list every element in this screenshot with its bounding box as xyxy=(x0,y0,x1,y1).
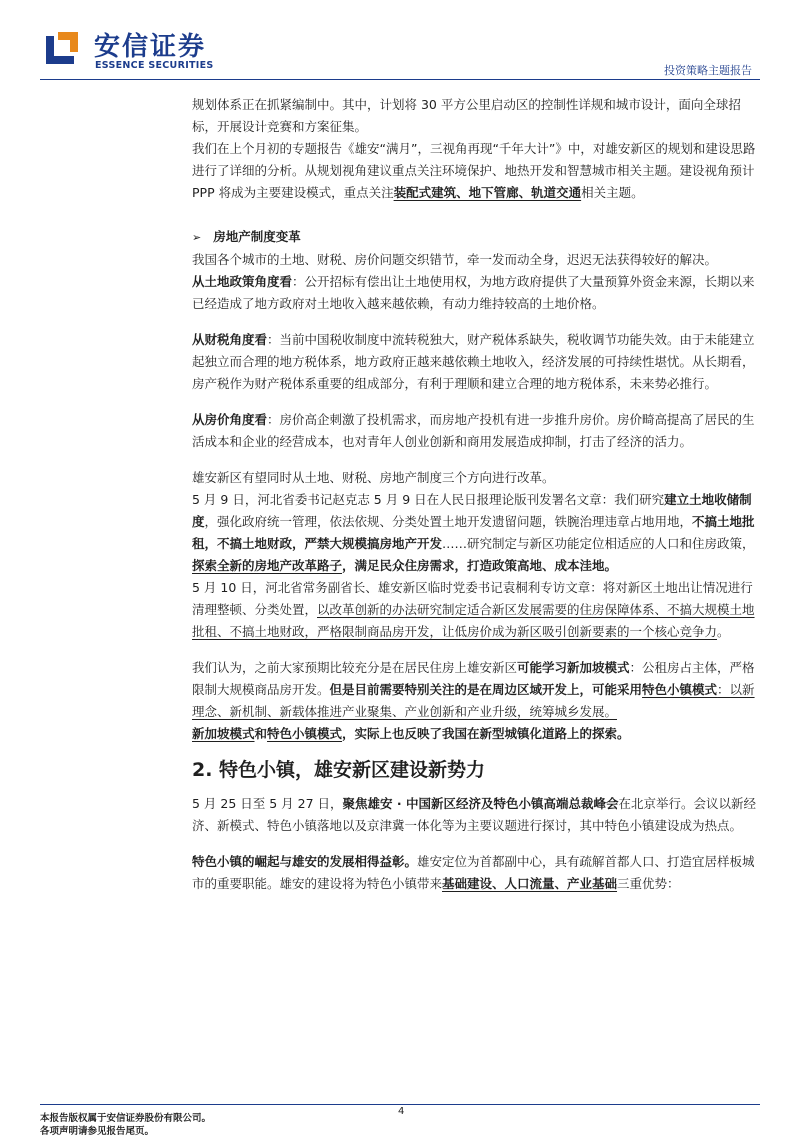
essence-logo-icon xyxy=(44,30,80,66)
disclaimer-notice: 各项声明请参见报告尾页。 xyxy=(40,1126,155,1137)
brand-name-en: ESSENCE SECURITIES xyxy=(95,60,214,71)
paragraph: 从财税角度看：当前中国税收制度中流转税独大，财产税体系缺失，税收调节功能失效。由于未能建立起独立而合理的地方税体系，地方政府正越来越依赖土地收入，经济发展的可持续性堪忧。从长期看，房产税作为财产税体系重要的组成部分，有利于理顺和建立合理的地方税体系，未来势必推行。 xyxy=(192,332,755,391)
paragraph: 新加坡模式和特色小镇模式，实际上也反映了我国在新型城镇化道路上的探索。 xyxy=(192,726,630,741)
paragraph: 从房价角度看：房价高企刺激了投机需求，而房地产投机有进一步推升房价。房价畸高提高了居民的生活成本和企业的经营成本，也对青年人创业创新和商用发展造成抑制，打击了经济的活力。 xyxy=(192,412,755,449)
paragraph: 特色小镇的崛起与雄安的发展相得益彰。雄安定位为首都副中心，具有疏解首都人口、打造宜居样板城市的重要职能。雄安的建设将为特色小镇带来基础建设、人口流量、产业基础三重优势： xyxy=(192,854,755,891)
paragraph: 5 月 25 日至 5 月 27 日，聚焦雄安 · 中国新区经济及特色小镇高端总裁峰会在北京举行。会议以新经济、新模式、特色小镇落地以及京津冀一体化等为主要议题进行探讨，其中特色小镇建设成为热点。 xyxy=(192,796,757,833)
report-body xyxy=(192,94,758,895)
page-number: 4 xyxy=(398,1106,405,1117)
bullet-heading: ➢ 房地产制度变革 xyxy=(192,229,301,244)
page-footer xyxy=(40,1104,760,1137)
paragraph: 5 月 10 日，河北省常务副省长、雄安新区临时党委书记袁桐利专访文章：将对新区土地出让情况进行清理整顿、分类处置，以改革创新的办法研究制定适合新区发展需要的住房保障体系、不搞大规模土地批租、不搞土地财政，严格限制商品房开发，让低房价成为新区吸引创新要素的一个核心竞争力。 xyxy=(192,580,755,639)
section-title: 2. 特色小镇，雄安新区建设新势力 xyxy=(192,759,486,781)
page-header xyxy=(0,0,800,80)
paragraph: 5 月 9 日，河北省委书记赵克志 5 月 9 日在人民日报理论版刊发署名文章：我们研究建立土地收储制度，强化政府统一管理，依法依规、分类处置土地开发遗留问题，铁腕治理违章占地用地，不搞土地批租，不搞土地财政，严禁大规模搞房地产开发……研究制定与新区功能定位相适应的人口和住房政策，探索全新的房地产改革路子，满足民众住房需求，打造政策高地、成本洼地。 xyxy=(192,492,755,573)
header-divider xyxy=(40,79,760,80)
footer-divider xyxy=(40,1104,760,1105)
brand-name-cn: 安信证券 xyxy=(94,32,207,62)
paragraph: 规划体系正在抓紧编制中。其中，计划将 30 平方公里启动区的控制性详规和城市设计，面向全球招标，开展设计竞赛和方案征集。 xyxy=(192,97,741,134)
paragraph: 我国各个城市的土地、财税、房价问题交织错节，牵一发而动全身，迟迟无法获得较好的解决。 xyxy=(192,252,718,267)
report-type: 投资策略主题报告 xyxy=(664,64,752,77)
copyright-notice: 本报告版权属于安信证券股份有限公司。 xyxy=(40,1113,212,1124)
emphasis: 装配式建筑、地下管廊、轨道交通 xyxy=(393,185,582,200)
paragraph: 我们认为，之前大家预期比较充分是在居民住房上雄安新区可能学习新加坡模式：公租房占主体，严格限制大规模商品房开发。但是目前需要特别关注的是在周边区域开发上，可能采用特色小镇模式：以新理念、新机制、新载体推进产业聚集、产业创新和产业升级，统筹城乡发展。 xyxy=(192,660,755,719)
arrow-bullet-icon: ➢ xyxy=(192,231,202,244)
paragraph: 我们在上个月初的专题报告《雄安“满月”，三视角再现“千年大计”》中，对雄安新区的规划和建设思路进行了详细的分析。从规划视角建议重点关注环境保护、地热开发和智慧城市相关主题。建设视角预计 PPP 将成为主要建设模式，重点关注装配式建筑、地下管廊、轨道交通相关主题。 xyxy=(192,141,756,200)
paragraph: 从土地政策角度看：公开招标有偿出让土地使用权，为地方政府提供了大量预算外资金来源，长期以来已经造成了地方政府对土地收入越来越依赖，有动力维持较高的土地价格。 xyxy=(192,274,755,311)
paragraph: 雄安新区有望同时从土地、财税、房地产制度三个方向进行改革。 xyxy=(192,470,555,485)
